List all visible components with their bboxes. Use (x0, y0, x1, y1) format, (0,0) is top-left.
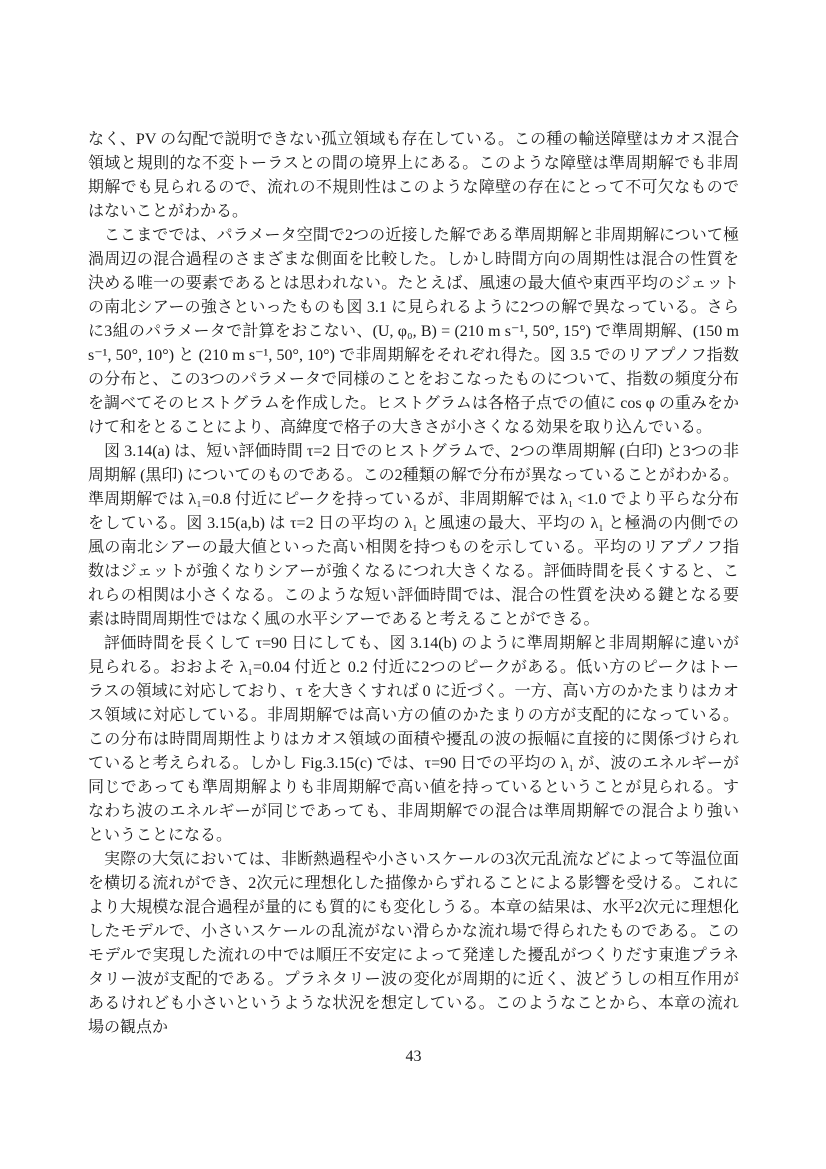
paragraph-1: なく、PV の勾配で説明できない孤立領域も存在している。この種の輸送障壁はカオス混合領域と規則的な不変トーラスとの間の境界上にある。このような障壁は準周期解でも非周期解でも見られるので、流れの不規則性はこのような障壁の存在にとって不可欠なものではないことがわかる。 (88, 131, 739, 220)
paragraph-5: 実際の大気においては、非断熱過程や小さいスケールの3次元乱流などによって等温位面を横切る流れができ、2次元に理想化した描像からずれることによる影響を受ける。これにより大規模な混合過程が量的にも質的にも変化しうる。本章の結果は、水平2次元に理想化したモデルで、小さいスケールの乱流がない滑らかな流れ場で得られたものである。このモデルで実現した流れの中では順圧不安定によって発達した擾乱がつくりだす東進プラネタリー波が支配的である。プラネタリー波の変化が周期的に近く、波どうしの相互作用があるけれども小さいというような状況を想定している。このようなことから、本章の流れ場の観点か (88, 851, 739, 1036)
paragraph-4: 評価時間を長くして τ=90 日にしても、図 3.14(b) のように準周期解と非周期解に違いが見られる。おおよそ λ₁=0.04 付近と 0.2 付近に2つのピークがある。低い方のピークはトーラスの領域に対応しており、τ を大きくすれば 0 に近づく。一方、高い方のかたまりはカオス領域に対応している。非周期解では高い方の値のかたまりの方が支配的になっている。この分布は時間周期性よりはカオス領域の面積や擾乱の波の振幅に直接的に関係づけられていると考えられる。しかし Fig.3.15(c) では、τ=90 日での平均の λ₁ が、波のエネルギーが同じであっても準周期解よりも非周期解で高い値を持っているということが見られる。すなわち波のエネルギーが同じであっても、非周期解での混合は準周期解での混合より強いということになる。 (88, 635, 739, 844)
paragraph-3: 図 3.14(a) は、短い評価時間 τ=2 日でのヒストグラムで、2つの準周期解 (白印) と3つの非周期解 (黒印) についてのものである。この2種類の解で分布が異なっていることがわかる。準周期解では λ₁=0.8 付近にピークを持っているが、非周期解では λ₁ <1.0 でより平らな分布をしている。図 3.15(a,b) は τ=2 日の平均の λ₁ と風速の最大、平均の λ₁ と極渦の内側での風の南北シアーの最大値といった高い相関を持つものを示している。平均のリアプノフ指数はジェットが強くなりシアーが強くなるにつれ大きくなる。評価時間を長くすると、これらの相関は小さくなる。このような短い評価時間では、混合の性質を決める鍵となる要素は時間周期性ではなく風の水平シアーであると考えることができる。 (88, 443, 739, 628)
paragraph-2: ここまででは、パラメータ空間で2つの近接した解である準周期解と非周期解について極渦周辺の混合過程のさまざまな側面を比較した。しかし時間方向の周期性は混合の性質を決める唯一の要素であるとは思われない。たとえば、風速の最大値や東西平均のジェットの南北シアーの強さといったものも図 3.1 に見られるように2つの解で異なっている。さらに3組のパラメータで計算をおこない、(U, φ₀, B) = (210 m s⁻¹, 50°, 15°) で準周期解、(150 m s⁻¹, 50°, 10°) と (210 m s⁻¹, 50°, 10°) で非周期解をそれぞれ得た。図 3.5 でのリアプノフ指数の分布と、この3つのパラメータで同様のことをおこなったものについて、指数の頻度分布を調べてそのヒストグラムを作成した。ヒストグラムは各格子点での値に cos φ の重みをかけて和をとることにより、高緯度で格子の大きさが小さくなる効果を取り込んでいる。 (88, 227, 739, 436)
page-number: 43 (405, 1048, 422, 1065)
body-text (88, 128, 739, 1040)
